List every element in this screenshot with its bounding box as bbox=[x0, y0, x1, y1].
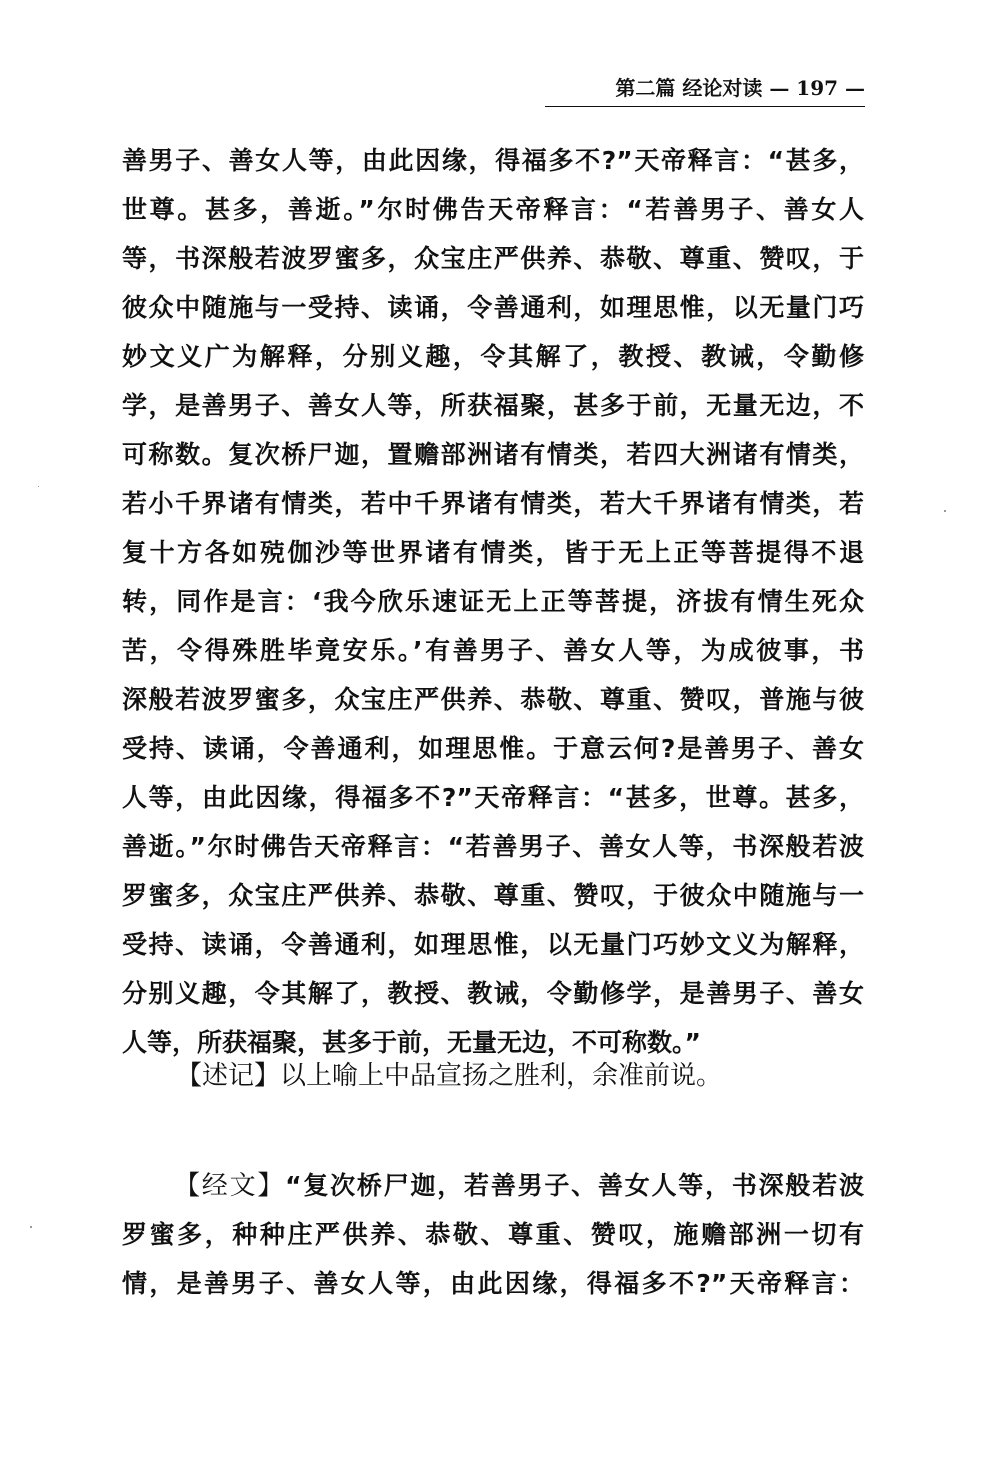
text-line: 彼众中随施与一受持、读诵，令善通利，如理思惟，以无量门巧 bbox=[122, 293, 864, 322]
sutra-paragraph bbox=[122, 1161, 864, 1308]
running-header: 第二篇 经论对读 — 197 — bbox=[615, 76, 865, 100]
text-line: 转，同作是言：‘我今欣乐速证无上正等菩提，济拔有情生死众 bbox=[122, 587, 864, 616]
text-line: 受持、读诵，令善通利，如理思惟。于意云何?是善男子、善女 bbox=[122, 734, 864, 763]
text-line: 善男子、善女人等，由此因缘，得福多不?”天帝释言：“甚多， bbox=[122, 146, 864, 175]
sutra-first-line-text: “复次桥尸迦，若善男子、善女人等，书深般若波 bbox=[285, 1171, 864, 1200]
text-line: 苦，令得殊胜毕竟安乐。’有善男子、善女人等，为成彼事，书 bbox=[122, 636, 864, 665]
text-line: 世尊。甚多，善逝。”尔时佛告天帝释言：“若善男子、善女人 bbox=[122, 195, 864, 224]
text-line: 复十方各如殑伽沙等世界诸有情类，皆于无上正等菩提得不退 bbox=[122, 538, 864, 567]
text-line: 学，是善男子、善女人等，所获福聚，甚多于前，无量无边，不 bbox=[122, 391, 864, 420]
scan-speck bbox=[944, 510, 946, 512]
scan-speck bbox=[38, 486, 39, 487]
text-line: 深般若波罗蜜多，众宝庄严供养、恭敬、尊重、赞叹，普施与彼 bbox=[122, 685, 864, 714]
text-line: 人等，所获福聚，甚多于前，无量无边，不可称数。” bbox=[122, 1028, 701, 1057]
text-line: 情，是善男子、善女人等，由此因缘，得福多不?”天帝释言： bbox=[122, 1269, 864, 1298]
text-line: 罗蜜多，种种庄严供养、恭敬、尊重、赞叹，施赡部洲一切有 bbox=[122, 1220, 864, 1249]
text-line: 人等，由此因缘，得福多不?”天帝释言：“甚多，世尊。甚多， bbox=[122, 783, 864, 812]
text-line: 受持、读诵，令善通利，如理思惟，以无量门巧妙文义为解释， bbox=[122, 930, 864, 959]
text-line: 可称数。复次桥尸迦，置赡部洲诸有情类，若四大洲诸有情类， bbox=[122, 440, 864, 469]
scan-speck bbox=[30, 1226, 32, 1228]
main-text bbox=[122, 136, 864, 1067]
page-header bbox=[545, 72, 865, 107]
text-line: 罗蜜多，众宝庄严供养、恭敬、尊重、赞叹，于彼众中随施与一 bbox=[122, 881, 864, 910]
text-line: 善逝。”尔时佛告天帝释言：“若善男子、善女人等，书深般若波 bbox=[122, 832, 864, 861]
text-line: 妙文义广为解释，分别义趣，令其解了，教授、教诫，令勤修 bbox=[122, 342, 864, 371]
sutra-label: 【经文】 bbox=[174, 1171, 286, 1201]
commentary-paragraph: 【述记】以上喻上中品宣扬之胜利，余准前说。 bbox=[176, 1061, 723, 1091]
text-line: 若小千界诸有情类，若中千界诸有情类，若大千界诸有情类，若 bbox=[122, 489, 864, 518]
sutra-first-line bbox=[122, 1161, 864, 1210]
text-line: 等，书深般若波罗蜜多，众宝庄严供养、恭敬、尊重、赞叹，于 bbox=[122, 244, 864, 273]
text-line: 分别义趣，令其解了，教授、教诫，令勤修学，是善男子、善女 bbox=[122, 979, 864, 1008]
